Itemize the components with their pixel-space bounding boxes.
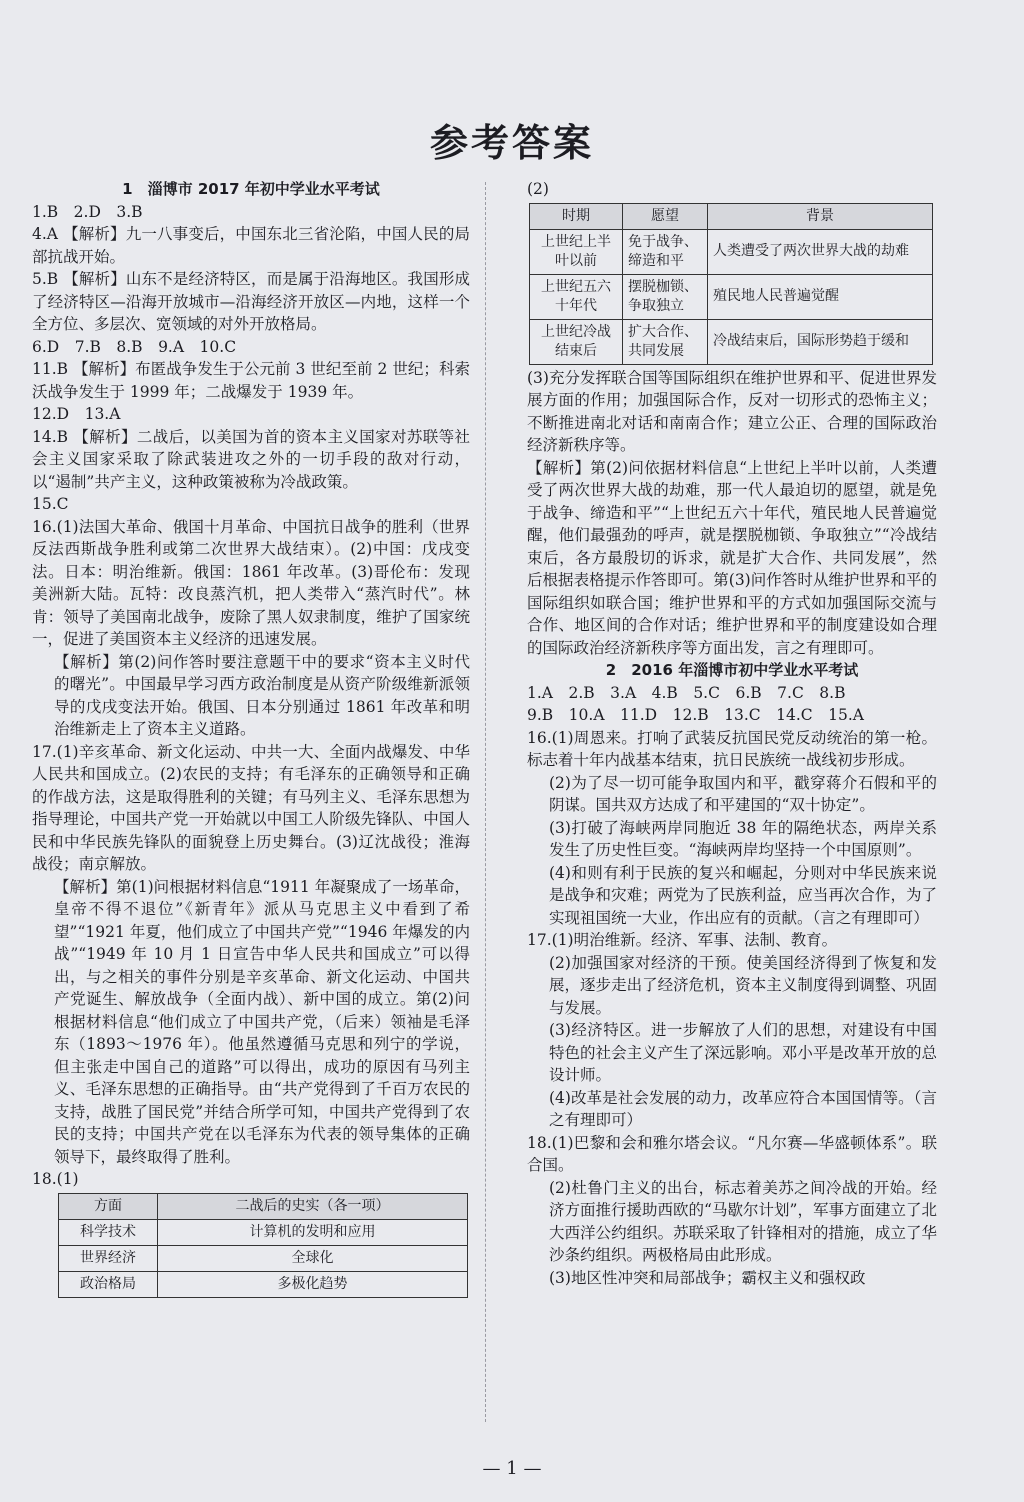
answer-line: 4.A 【解析】九一八事变后，中国东北三省沦陷，中国人民的局部抗战开始。 bbox=[32, 225, 470, 266]
answer-line: 17.(1)明治维新。经济、军事、法制、教育。 bbox=[527, 931, 838, 949]
answer-line: 11.B 【解析】布匿战争发生于公元前 3 世纪至前 2 世纪；科索沃战争发生于 1999 年；二战爆发于 1939 年。 bbox=[32, 360, 470, 401]
answer-line: 5.B 【解析】山东不是经济特区，而是属于沿海地区。我国形成了经济特区—沿海开放城市—沿海经济开放区—内地，这样一个全方位、多层次、宽领域的对外开放格局。 bbox=[32, 270, 470, 333]
table-row bbox=[530, 229, 933, 274]
table-cell: 上世纪冷战结束后 bbox=[530, 319, 623, 364]
table-header-row bbox=[59, 1193, 468, 1219]
table-cell: 摆脱枷锁、争取独立 bbox=[623, 274, 708, 319]
table-header: 愿望 bbox=[623, 203, 708, 229]
table-cell: 人类遭受了两次世界大战的劫难 bbox=[708, 229, 933, 274]
answer-line: (3)充分发挥联合国等国际组织在维护世界和平、促进世界发展方面的作用；加强国际合作，反对一切形式的恐怖主义；不断推进南北对话和南南合作；建立公正、合理的国际政治经济新秩序等。 bbox=[527, 368, 937, 454]
era-wish-background-table bbox=[529, 203, 933, 365]
analysis-paragraph: 【解析】第(2)问作答时要注意题干中的要求“资本主义时代的曙光”。中国最早学习西方政治制度是从资产阶级维新派领导的戊戌变法开始。俄国、日本分别通过 1861 年改革和明治维新走上了资本主义道路。 bbox=[54, 652, 470, 738]
table-header: 方面 bbox=[59, 1193, 158, 1219]
left-column bbox=[32, 178, 470, 1298]
answer-line: (2)为了尽一切可能争取国内和平，戳穿蒋介石假和平的阴谋。国共双方达成了和平建国的“双十协定”。 bbox=[549, 773, 937, 814]
answer-line: (3)经济特区。进一步解放了人们的思想，对建设有中国特色的社会主义产生了深远影响。邓小平是改革开放的总设计师。 bbox=[549, 1021, 937, 1084]
answer-line: 1.A 2.B 3.A 4.B 5.C 6.B 7.C 8.B bbox=[527, 683, 846, 702]
answer-line: (2) bbox=[527, 180, 549, 198]
table-cell: 政治格局 bbox=[59, 1271, 158, 1297]
table-cell: 计算机的发明和应用 bbox=[158, 1219, 468, 1245]
table-cell: 上世纪上半叶以前 bbox=[530, 229, 623, 274]
table-cell: 殖民地人民普遍觉醒 bbox=[708, 274, 933, 319]
table-row bbox=[59, 1271, 468, 1297]
table-cell: 多极化趋势 bbox=[158, 1271, 468, 1297]
table-header: 背景 bbox=[708, 203, 933, 229]
answer-line: (2)加强国家对经济的干预。使美国经济得到了恢复和发展，逐步走出了经济危机，资本主义制度得到调整、巩固与发展。 bbox=[549, 953, 937, 1017]
table-cell: 免于战争、缔造和平 bbox=[623, 229, 708, 274]
answer-line: 18.(1) bbox=[32, 1170, 79, 1188]
answer-line: 16.(1)法国大革命、俄国十月革命、中国抗日战争的胜利（世界反法西斯战争胜利或第二次世界大战结束）。(2)中国：戊戌变法。日本：明治维新。俄国：1861 年改革。(3)哥伦布：发现美洲新大陆。瓦特：改良蒸汽机，把人类带入“蒸汽时代”。林肯：领导了美国南北战争，废除了黑人奴隶制度，维护了国家统一，促进了美国资本主义经济的迅速发展。 bbox=[32, 517, 470, 648]
table-header-row bbox=[530, 203, 933, 229]
analysis-paragraph: 【解析】第(1)问根据材料信息“1911 年凝聚成了一场革命，皇帝不得不退位”《新青年》派从马克思主义中看到了希望”“1921 年夏，他们成立了中国共产党”“1946 年爆发的内战”“1949 年 10 月 1 日宣告中华人民共和国成立”可以得出，与之相关的事件分别是辛亥革命、新文化运动、中国共产党诞生、解放战争（全面内战）、新中国的成立。第(2)问根据材料信息“他们成立了中国共产党，（后来）领袖是毛泽东（1893～1976 年）。他虽然遵循马克思和列宁的学说，但主张走中国自己的道路”可以得出，成功的原因有马列主义、毛泽东思想的正确指导。由“共产党得到了千百万农民的支持，战胜了国民党”并结合所学可知，中国共产党得到了农民的支持；中国共产党在以毛泽东为代表的领导集体的正确领导下，最终取得了胜利。 bbox=[54, 877, 470, 1166]
answer-line: 15.C bbox=[32, 495, 69, 513]
analysis-paragraph: 【解析】第(2)问依据材料信息“上世纪上半叶以前，人类遭受了两次世界大战的劫难，那一代人最迫切的愿望，就是免于战争、缔造和平”“上世纪五六十年代，殖民地人民普遍觉醒，他们最强劲的呼声，就是摆脱枷锁、争取独立”“冷战结束后，各方最殷切的诉求，就是扩大合作、共同发展”，然后根据表格提示作答即可。第(3)问作答时从维护世界和平的国际组织如联合国；维护世界和平的方式如加强国际交流与合作、地区间的合作对话；维护世界和平的制度建设如合理的国际政治经济新秩序等方面出发，言之有理即可。 bbox=[527, 458, 937, 657]
answer-line: 18.(1)巴黎和会和雅尔塔会议。“凡尔赛—华盛顿体系”。联合国。 bbox=[527, 1133, 937, 1174]
answer-line: (4)改革是社会发展的动力，改革应符合本国国情等。（言之有理即可） bbox=[549, 1088, 937, 1129]
table-header: 时期 bbox=[530, 203, 623, 229]
answer-line: 17.(1)辛亥革命、新文化运动、中共一大、全面内战爆发、中华人民共和国成立。(2)农民的支持；有毛泽东的正确领导和正确的作战方法，这是取得胜利的关键；有马列主义、毛泽东思想为指导理论，中国共产党一开始就以中国工人阶级先锋队、中国人民和中华民族先锋队的面貌登上历史舞台。(3)辽沈战役；淮海战役；南京解放。 bbox=[32, 742, 470, 873]
table-row bbox=[59, 1219, 468, 1245]
postwar-history-table bbox=[58, 1193, 468, 1298]
page-number: — 1 — bbox=[482, 1458, 542, 1479]
column-divider bbox=[485, 182, 486, 1422]
section-title-2017: 1 淄博市 2017 年初中学业水平考试 bbox=[122, 180, 380, 198]
section-title-2016: 2 2016 年淄博市初中学业水平考试 bbox=[605, 661, 859, 679]
answer-line: 1.B 2.D 3.B bbox=[32, 202, 143, 221]
answer-line: 9.B 10.A 11.D 12.B 13.C 14.C 15.A bbox=[527, 706, 865, 724]
answer-line: (3)打破了海峡两岸同胞近 38 年的隔绝状态，两岸关系发生了历史性巨变。“海峡两岸均坚持一个中国原则”。 bbox=[549, 818, 937, 859]
table-cell: 科学技术 bbox=[59, 1219, 158, 1245]
answer-line: 14.B 【解析】二战后，以美国为首的资本主义国家对苏联等社会主义国家采取了除武装进攻之外的一切手段的敌对行动，以“遏制”共产主义，这种政策被称为冷战政策。 bbox=[32, 427, 470, 491]
answer-line: (4)和则有利于民族的复兴和崛起，分则对中华民族来说是战争和灾难；两党为了民族利益，应当再次合作，为了实现祖国统一大业，作出应有的贡献。（言之有理即可） bbox=[549, 863, 937, 927]
answer-line: 12.D 13.A bbox=[32, 405, 121, 423]
answer-line: 16.(1)周恩来。打响了武装反抗国民党反动统治的第一枪。标志着十年内战基本结束，抗日民族统一战线初步形成。 bbox=[527, 728, 937, 769]
table-cell: 冷战结束后，国际形势趋于缓和 bbox=[708, 319, 933, 364]
answer-line: (3)地区性冲突和局部战争；霸权主义和强权政 bbox=[549, 1268, 866, 1287]
table-row bbox=[530, 319, 933, 364]
table-cell: 扩大合作、共同发展 bbox=[623, 319, 708, 364]
table-row bbox=[530, 274, 933, 319]
table-cell: 世界经济 bbox=[59, 1245, 158, 1271]
table-cell: 上世纪五六十年代 bbox=[530, 274, 623, 319]
table-row bbox=[59, 1245, 468, 1271]
table-cell: 全球化 bbox=[158, 1245, 468, 1271]
answer-line: (2)杜鲁门主义的出台，标志着美苏之间冷战的开始。经济方面推行援助西欧的“马歇尔计划”，军事方面建立了北大西洋公约组织。苏联采取了针锋相对的措施，成立了华沙条约组织。两极格局由此形成。 bbox=[549, 1178, 937, 1264]
table-header: 二战后的史实（各一项） bbox=[158, 1193, 468, 1219]
right-column bbox=[527, 178, 937, 1289]
answer-line: 6.D 7.B 8.B 9.A 10.C bbox=[32, 337, 237, 356]
page-title: 参考答案 bbox=[429, 121, 594, 165]
